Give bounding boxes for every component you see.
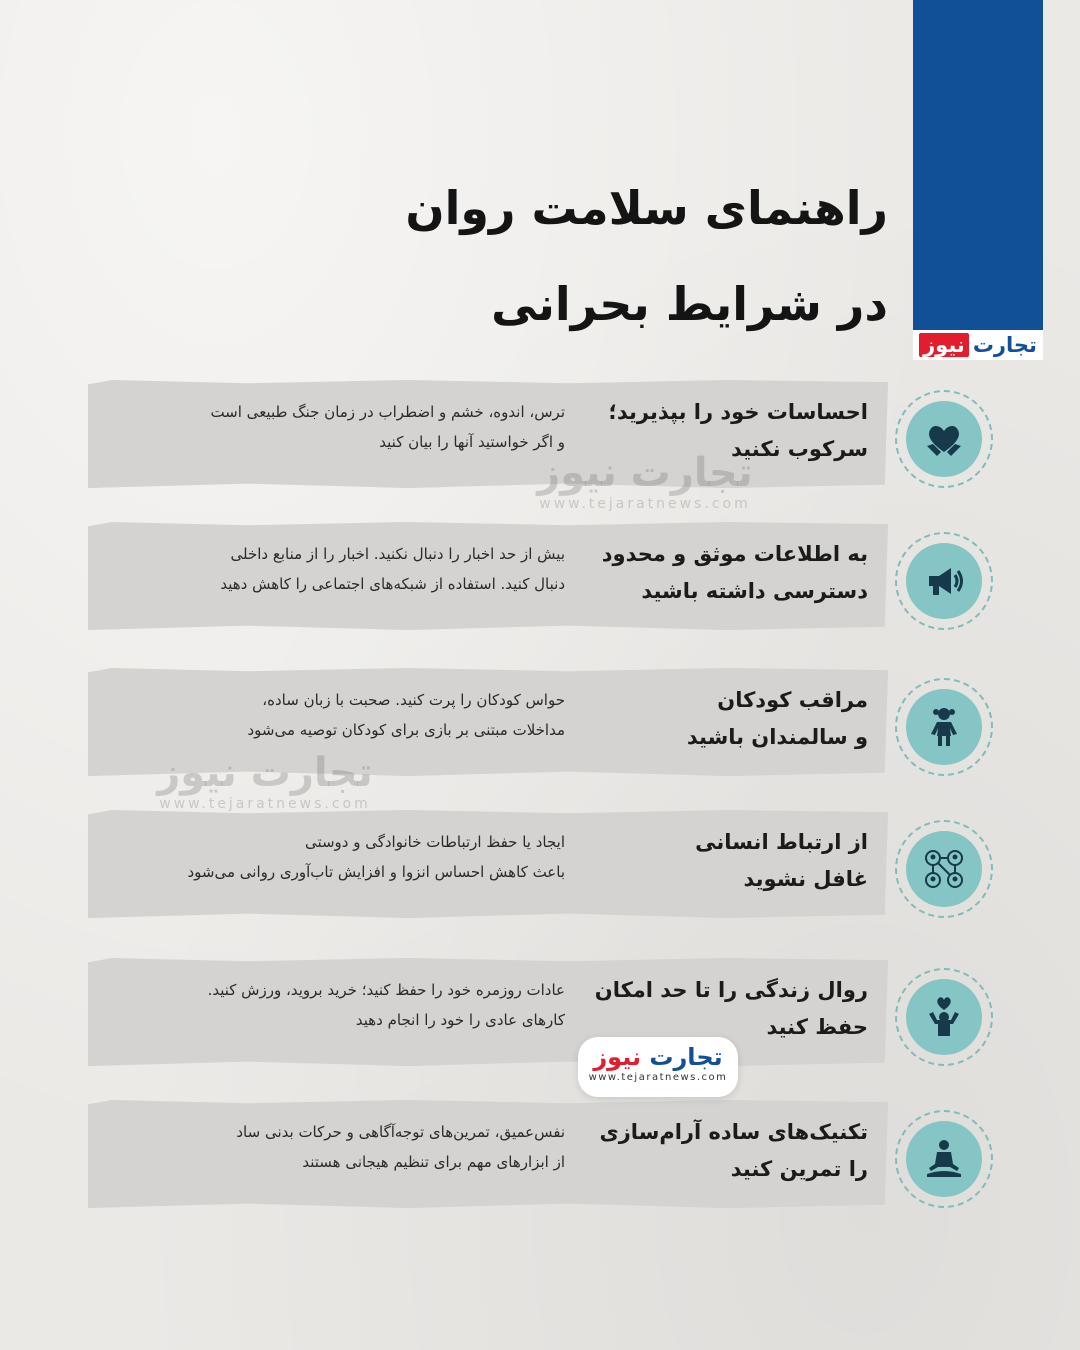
tip-heading-line2: را تمرین کنید <box>730 1157 868 1181</box>
network-people-icon <box>895 820 993 918</box>
tip-desc-line2: مداخلات مبتنی بر بازی برای کودکان توصیه می‌شود <box>247 721 565 739</box>
tip-heading-line2: سرکوب نکنید <box>731 437 868 461</box>
tip-row <box>0 810 1080 940</box>
tip-heading-line2: حفظ کنید <box>766 1015 868 1039</box>
brand-logo-part1: تجارت <box>972 333 1037 357</box>
badge-logo-part1: تجارت <box>649 1043 723 1071</box>
watermark <box>130 750 400 812</box>
tip-heading-line1: از ارتباط انسانی <box>695 830 868 854</box>
tip-desc-line1: عادات روزمره خود را حفظ کنید؛ خرید بروید، ورزش کنید. <box>207 981 565 999</box>
tip-description <box>95 1117 565 1177</box>
tip-desc-line1: حواس کودکان را پرت کنید. صحبت با زبان ساده، <box>262 691 565 709</box>
tip-heading-line1: تکنیک‌های ساده آرام‌سازی <box>599 1120 868 1144</box>
tip-desc-line2: دنبال کنید. استفاده از شبکه‌های اجتماعی را کاهش دهید <box>220 575 565 593</box>
heart-hands-icon <box>895 390 993 488</box>
watermark-url: www.tejaratnews.com <box>159 796 371 812</box>
tip-description <box>95 397 565 457</box>
tip-description <box>95 827 565 887</box>
badge-logo <box>578 1037 738 1072</box>
tip-description <box>95 975 565 1035</box>
tip-row <box>0 522 1080 652</box>
tip-heading-line1: مراقب کودکان <box>717 688 868 712</box>
meditation-icon <box>895 1110 993 1208</box>
tip-desc-line1: ایجاد یا حفظ ارتباطات خانوادگی و دوستی <box>304 833 565 851</box>
tip-description <box>95 685 565 745</box>
brand-logo-part2: نیوز <box>919 333 969 357</box>
tip-heading <box>593 972 868 1046</box>
tip-desc-line2: کارهای عادی را خود را انجام دهید <box>355 1011 565 1029</box>
tip-heading-line2: غافل نشوید <box>743 867 868 891</box>
badge-url: www.tejaratnews.com <box>588 1072 728 1083</box>
tip-desc-line1: نفس‌عمیق، تمرین‌های توجه‌آگاهی و حرکات بدنی ساد <box>236 1123 565 1141</box>
tip-heading <box>593 682 868 756</box>
tip-desc-line2: و اگر خواستید آنها را بیان کنید <box>379 433 565 451</box>
brand-logo <box>913 330 1043 360</box>
megaphone-icon <box>895 532 993 630</box>
badge-logo-part2: نیوز <box>593 1043 642 1071</box>
page-title-line2: در شرایط بحرانی <box>491 277 888 331</box>
tip-desc-line1: ترس، اندوه، خشم و اضطراب در زمان جنگ طبیعی است <box>210 403 565 421</box>
tip-row <box>0 1100 1080 1230</box>
tip-desc-line2: از ابزارهای مهم برای تنظیم هیجانی هستند <box>302 1153 565 1171</box>
tip-heading-line2: و سالمندان باشید <box>686 725 868 749</box>
tip-heading-line1: احساسات خود را بپذیرید؛ <box>608 400 868 424</box>
tip-row <box>0 958 1080 1088</box>
watermark-url: www.tejaratnews.com <box>539 496 751 512</box>
watermark <box>510 450 780 512</box>
brand-bar <box>913 0 1043 330</box>
tip-desc-line1: بیش از حد اخبار را دنبال نکنید. اخبار را از منابع داخلی <box>230 545 565 563</box>
page-title <box>328 160 888 352</box>
tip-desc-line2: باعث کاهش احساس انزوا و افزایش تاب‌آوری روانی می‌شود <box>187 863 565 881</box>
tip-heading-line1: روال زندگی را تا حد امکان <box>594 978 868 1002</box>
child-icon <box>895 678 993 776</box>
tip-description <box>95 539 565 599</box>
tip-heading-line2: دسترسی داشته باشید <box>641 579 868 603</box>
tip-heading <box>593 536 868 610</box>
person-heart-icon <box>895 968 993 1066</box>
watermark-logo: تجارت نیوز <box>157 750 373 796</box>
page-title-line1: راهنمای سلامت روان <box>405 181 888 235</box>
tip-heading-line1: به اطلاعات موثق و محدود <box>601 542 868 566</box>
brand-badge <box>578 1037 738 1097</box>
tip-heading <box>593 824 868 898</box>
tip-heading <box>593 1114 868 1188</box>
watermark-logo: تجارت نیوز <box>537 450 753 496</box>
